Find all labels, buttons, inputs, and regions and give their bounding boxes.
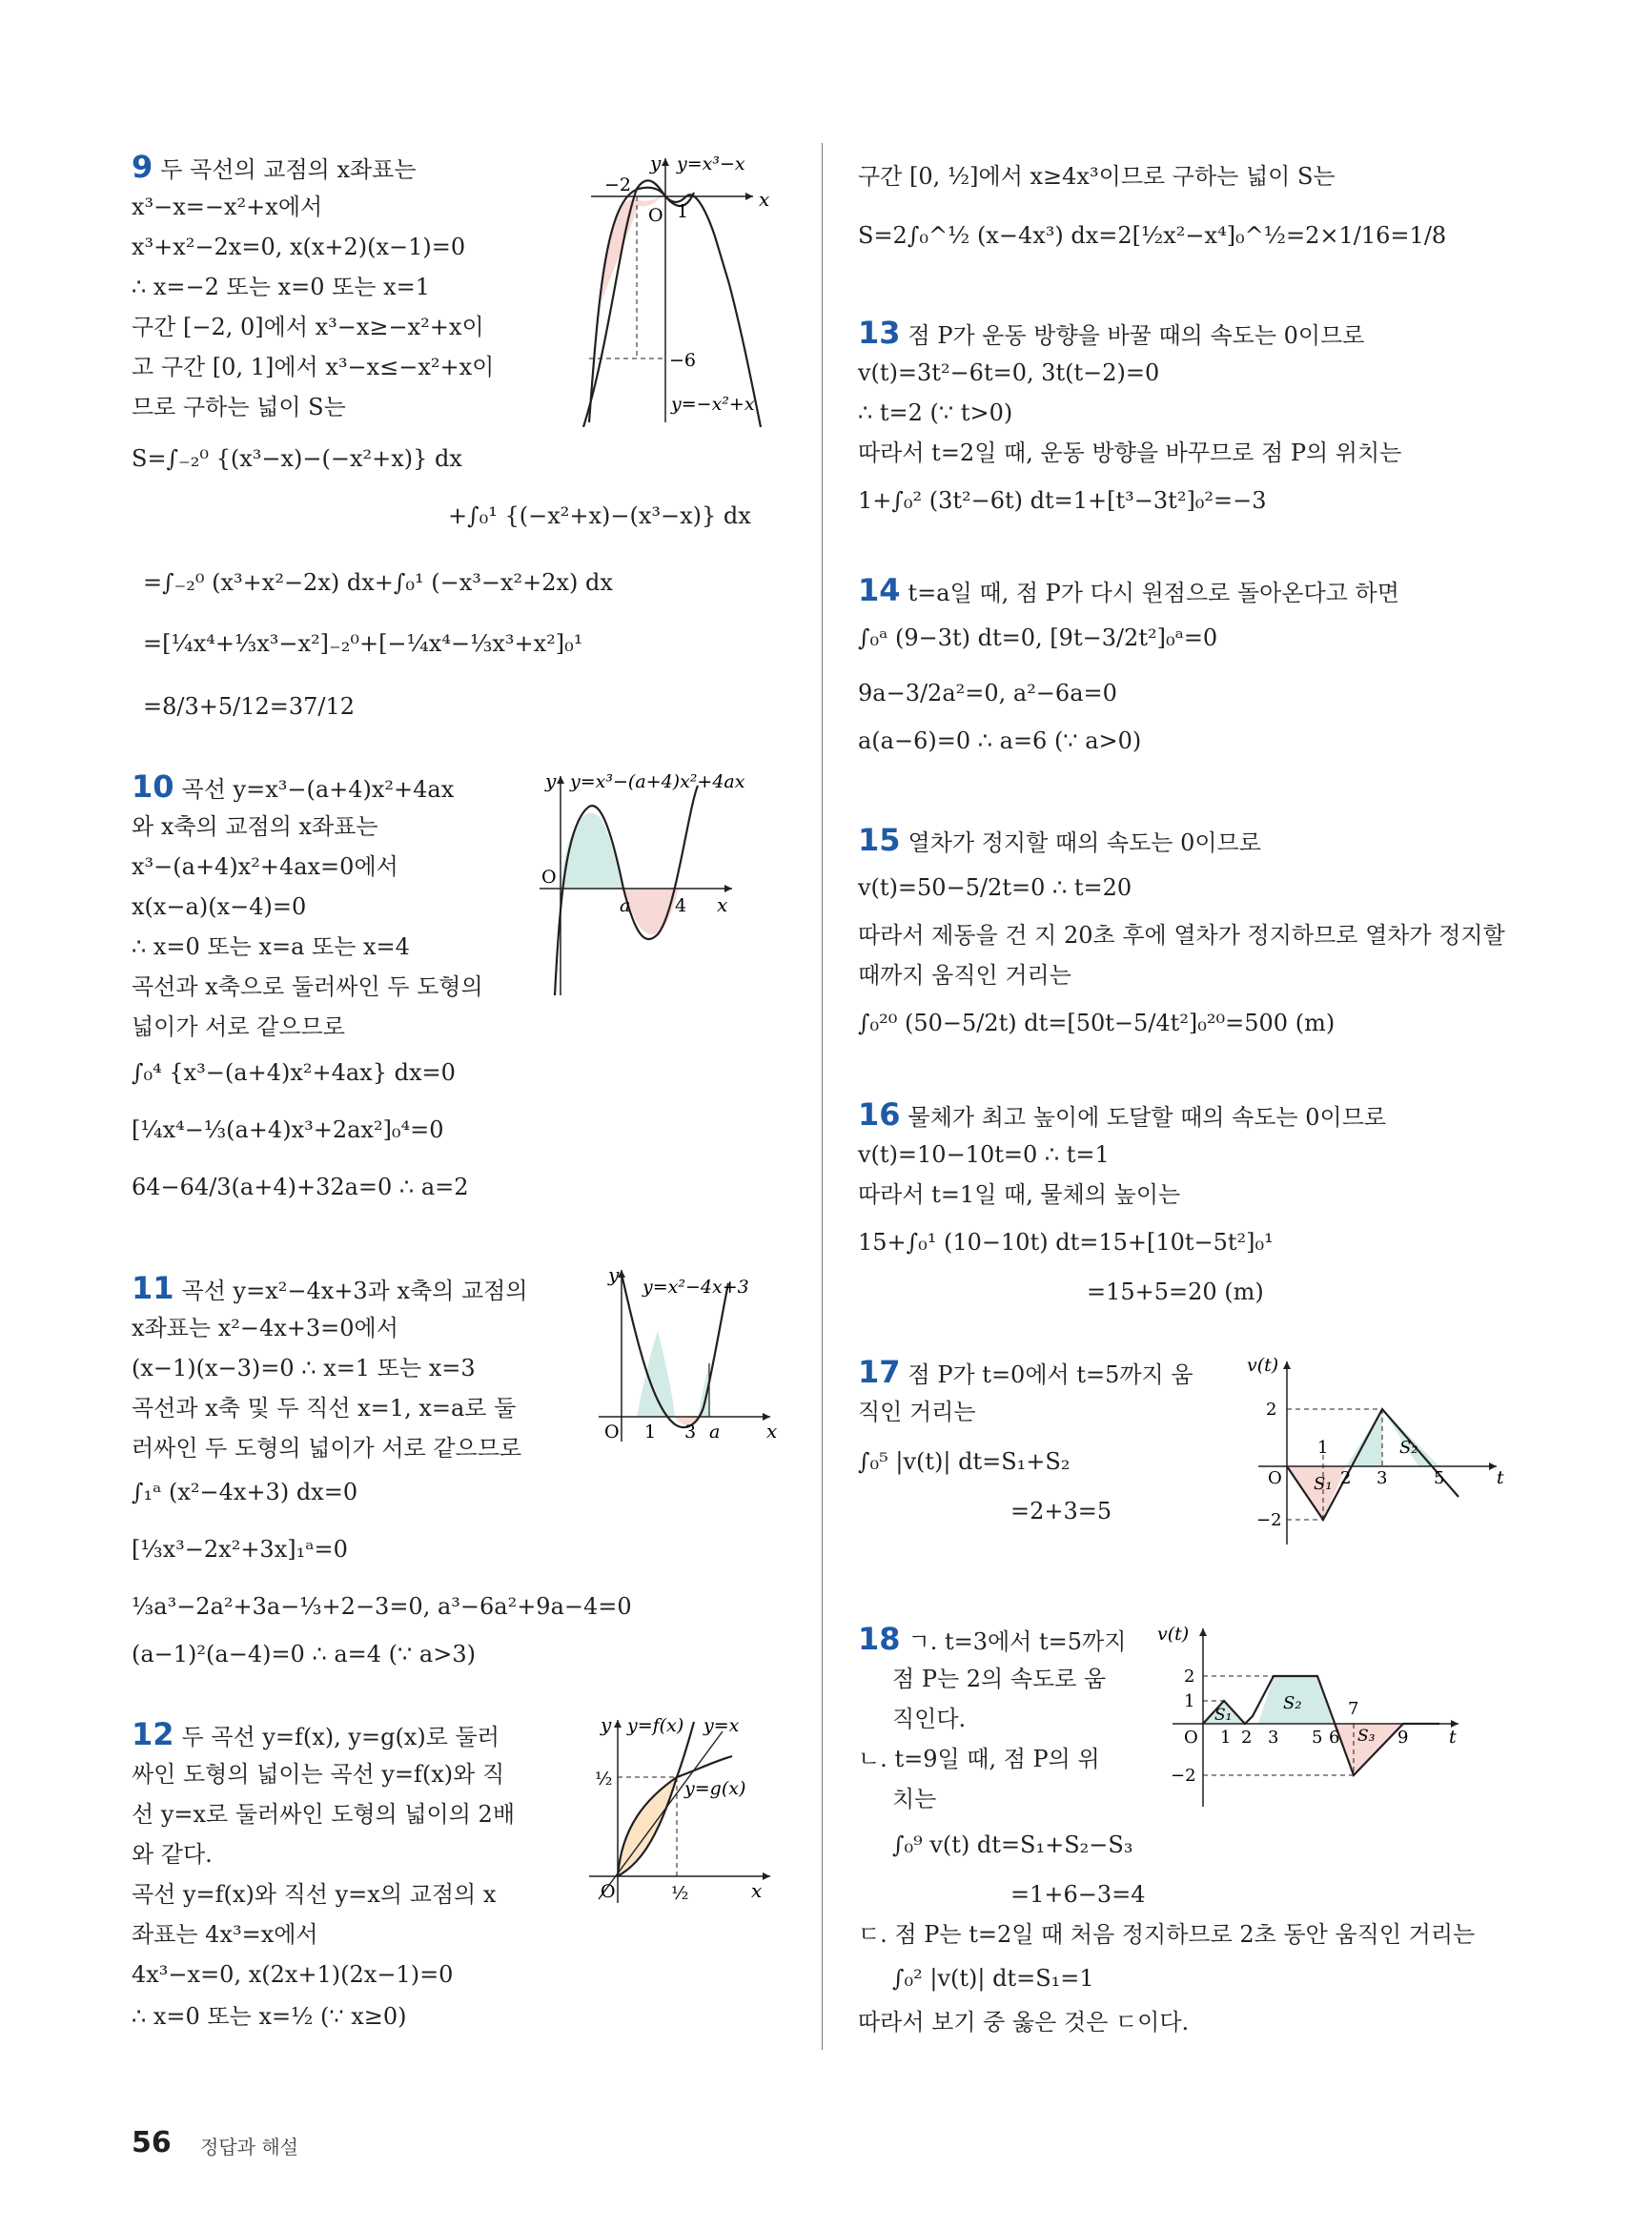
page-number: 56: [132, 2126, 172, 2159]
region-label: S₃: [1357, 1727, 1376, 1746]
problem-number: 13: [858, 315, 901, 351]
origin-label: O: [541, 867, 557, 888]
tick-label: 2: [1184, 1667, 1195, 1687]
tick-label: ½: [595, 1769, 613, 1790]
problem-line: [⅓x³−2x²+3x]₁ᵃ=0: [132, 1536, 348, 1563]
problem-line: 따라서 보기 중 옳은 것은 ㄷ이다.: [858, 2009, 1190, 2036]
problem-line: 16 물체가 최고 높이에 도달할 때의 속도는 0이므로: [858, 1096, 1387, 1133]
problem-line: x(x−a)(x−4)=0: [132, 893, 307, 920]
problem-number: 9: [132, 149, 153, 185]
tick-label: a: [620, 895, 631, 916]
curve-label-1: y=x³−x: [677, 153, 745, 174]
tick-label: 9: [1397, 1728, 1409, 1748]
region-label: S₁: [1214, 1706, 1233, 1725]
problem-line: v(t)=10−10t=0 ∴ t=1: [858, 1141, 1110, 1168]
problem-line: ∫₀² |v(t)| dt=S₁=1: [892, 1965, 1094, 1992]
axis-label-y: y: [601, 1713, 612, 1736]
column-divider: [822, 143, 823, 2050]
problem-line: 곡선과 x축 및 두 직선 x=1, x=a로 둘: [132, 1395, 517, 1422]
problem-line: 11 곡선 y=x²−4x+3과 x축의 교점의: [132, 1270, 528, 1306]
problem-line: =8/3+5/12=37/12: [143, 693, 356, 720]
problem-line: ㄷ. 점 P는 t=2일 때 처음 정지하므로 2초 동안 움직인 거리는: [858, 1921, 1476, 1948]
problem-line: 9 두 곡선의 교점의 x좌표는: [132, 149, 417, 185]
axis-label-y: y: [545, 769, 557, 792]
problem-line: 곡선과 x축으로 둘러싸인 두 도형의: [132, 973, 483, 1000]
problem-line: +∫₀¹ {(−x²+x)−(x³−x)} dx: [448, 502, 751, 529]
axis-label-y: v(t): [1247, 1355, 1279, 1376]
problem-number: 17: [858, 1354, 901, 1390]
axis-label-t: t: [1497, 1467, 1504, 1488]
problem-line: =∫₋₂⁰ (x³+x²−2x) dx+∫₀¹ (−x³−x²+2x) dx: [143, 569, 613, 596]
problem-line: 와 x축의 교점의 x좌표는: [132, 813, 378, 840]
problem-line: =2+3=5: [1010, 1498, 1112, 1524]
problem-line: 13 점 P가 운동 방향을 바꿀 때의 속도는 0이므로: [858, 315, 1365, 351]
problem-13: [858, 315, 1525, 514]
problem-line: 므로 구하는 넓이 S는: [132, 394, 346, 420]
origin-label: O: [604, 1422, 620, 1442]
problem-line: 10 곡선 y=x³−(a+4)x²+4ax: [132, 768, 455, 805]
problem-18: [858, 1621, 1525, 2036]
problem-line: 싸인 도형의 넓이는 곡선 y=f(x)와 직: [132, 1761, 505, 1788]
tick-label: a: [709, 1422, 721, 1442]
tick-label: 3: [684, 1422, 697, 1442]
graph-problem-9: [581, 151, 791, 431]
curve-label: y=x²−4x+3: [642, 1277, 749, 1298]
problem-line: 치는: [892, 1786, 937, 1812]
axis-label-y: y: [608, 1264, 620, 1286]
tick-label: −6: [669, 350, 697, 371]
problem-line: 18 ㄱ. t=3에서 t=5까지: [858, 1621, 1127, 1657]
problem-12-continued: [858, 162, 1525, 267]
region-label: S₂: [1399, 1438, 1418, 1458]
problem-line: ㄴ. t=9일 때, 점 P의 위: [858, 1746, 1100, 1772]
problem-line: v(t)=3t²−6t=0, 3t(t−2)=0: [858, 359, 1160, 386]
problem-line: 64−64/3(a+4)+32a=0 ∴ a=2: [132, 1174, 469, 1200]
problem-16: [858, 1096, 1525, 1329]
problem-9: [132, 149, 799, 734]
tick-label: 1: [1184, 1691, 1195, 1711]
problem-line: ∴ t=2 (∵ t>0): [858, 399, 1013, 426]
problem-number: 10: [132, 768, 174, 805]
curve-label-2: y=−x²+x: [671, 394, 755, 415]
problem-line: =15+5=20 (m): [1087, 1279, 1264, 1305]
tick-label: 4: [675, 895, 687, 916]
graph-problem-11: [580, 1264, 799, 1449]
curve-label: y=x³−(a+4)x²+4ax: [570, 771, 745, 792]
axis-label-y: v(t): [1157, 1624, 1190, 1645]
tick-label: 3: [1268, 1728, 1279, 1748]
problem-line: 직인 거리는: [858, 1399, 976, 1425]
problem-14: [858, 572, 1525, 767]
problem-line: =1+6−3=4: [1010, 1881, 1146, 1908]
problem-line: 좌표는 4x³=x에서: [132, 1921, 318, 1948]
problem-15: [858, 822, 1525, 1054]
axis-label-x: x: [759, 188, 770, 211]
axis-label-x: x: [751, 1879, 763, 1902]
problem-line: ∫₀²⁰ (50−5/2t) dt=[50t−5/4t²]₀²⁰=500 (m): [858, 1010, 1336, 1036]
tick-label: −2: [1256, 1510, 1282, 1530]
problem-line: 17 점 P가 t=0에서 t=5까지 움: [858, 1354, 1193, 1390]
problem-number: 12: [132, 1716, 174, 1752]
graph-problem-17: [1239, 1354, 1525, 1567]
problem-number: 16: [858, 1096, 901, 1133]
problem-number: 18: [858, 1621, 901, 1657]
problem-line: S=2∫₀^½ (x−4x³) dx=2[½x²−x⁴]₀^½=2×1/16=1/8: [858, 222, 1447, 249]
problem-line: ∴ x=−2 또는 x=0 또는 x=1: [132, 274, 431, 300]
tick-label: 7: [1348, 1699, 1359, 1719]
problem-line: 러싸인 두 도형의 넓이가 서로 같으므로: [132, 1435, 522, 1462]
problem-line: 구간 [−2, 0]에서 x³−x≥−x²+x이: [132, 314, 484, 340]
region-label: S₁: [1314, 1474, 1333, 1494]
tick-label: 2: [1340, 1468, 1352, 1488]
region-label: S₂: [1283, 1693, 1302, 1713]
tick-label: 5: [1312, 1728, 1323, 1748]
axis-label-x: x: [766, 1420, 778, 1442]
problem-line: [¼x⁴−⅓(a+4)x³+2ax²]₀⁴=0: [132, 1116, 444, 1143]
problem-line: 점 P는 2의 속도로 움: [892, 1666, 1107, 1692]
problem-line: 15+∫₀¹ (10−10t) dt=15+[10t−5t²]₀¹: [858, 1229, 1274, 1256]
origin-label: O: [1268, 1468, 1282, 1488]
problem-line: a(a−6)=0 ∴ a=6 (∵ a>0): [858, 727, 1142, 754]
problem-number: 14: [858, 572, 901, 608]
problem-line: 곡선 y=f(x)와 직선 y=x의 교점의 x: [132, 1881, 497, 1908]
problem-line: (x−1)(x−3)=0 ∴ x=1 또는 x=3: [132, 1355, 476, 1381]
problem-line: 1+∫₀² (3t²−6t) dt=1+[t³−3t²]₀²=−3: [858, 487, 1267, 514]
problem-line: x좌표는 x²−4x+3=0에서: [132, 1315, 398, 1341]
tick-label: −2: [1171, 1766, 1196, 1786]
tick-label: 1: [644, 1422, 657, 1442]
problem-line: 14 t=a일 때, 점 P가 다시 원점으로 돌아온다고 하면: [858, 572, 1399, 608]
problem-line: 따라서 t=2일 때, 운동 방향을 바꾸므로 점 P의 위치는: [858, 440, 1402, 466]
problem-line: 15 열차가 정지할 때의 속도는 0이므로: [858, 822, 1261, 858]
problem-line: v(t)=50−5/2t=0 ∴ t=20: [858, 874, 1132, 901]
footer-label: 정답과 해설: [200, 2136, 298, 2158]
problem-line: 9a−3/2a²=0, a²−6a=0: [858, 680, 1117, 706]
problem-line: 12 두 곡선 y=f(x), y=g(x)로 둘러: [132, 1716, 500, 1752]
problem-10: [132, 768, 799, 1230]
problem-line: 고 구간 [0, 1]에서 x³−x≤−x²+x이: [132, 354, 495, 380]
tick-label: 2: [1266, 1400, 1277, 1420]
problem-line: ∫₀⁹ v(t) dt=S₁+S₂−S₃: [892, 1831, 1133, 1858]
problem-11: [132, 1264, 799, 1674]
origin-label: O: [648, 205, 663, 226]
graph-problem-12: [580, 1712, 799, 1916]
tick-label: 1: [677, 201, 689, 222]
tick-label: 2: [1241, 1728, 1253, 1748]
curve-label-f: y=f(x): [627, 1715, 684, 1736]
problem-line: x³+x²−2x=0, x(x+2)(x−1)=0: [132, 234, 466, 260]
problem-line: ⅓a³−2a²+3a−⅓+2−3=0, a³−6a²+9a−4=0: [132, 1593, 632, 1620]
axis-label-x: x: [717, 893, 728, 916]
problem-line: =[¼x⁴+⅓x³−x²]₋₂⁰+[−¼x⁴−⅓x³+x²]₀¹: [143, 630, 583, 657]
problem-number: 11: [132, 1270, 174, 1306]
problem-line: 따라서 t=1일 때, 물체의 높이는: [858, 1181, 1181, 1208]
line-label: y=x: [704, 1715, 740, 1736]
graph-problem-18: [1153, 1621, 1478, 1815]
origin-label: O: [601, 1881, 616, 1902]
problem-line: ∫₀⁵ |v(t)| dt=S₁+S₂: [858, 1448, 1071, 1475]
problem-line: 4x³−x=0, x(2x+1)(2x−1)=0: [132, 1961, 454, 1988]
problem-line: x³−(a+4)x²+4ax=0에서: [132, 853, 398, 880]
problem-17: [858, 1354, 1525, 1586]
tick-label: −2: [604, 174, 632, 195]
curve-label-g: y=g(x): [684, 1778, 746, 1799]
axis-label-y: y: [650, 152, 662, 174]
tick-label: 5: [1434, 1468, 1445, 1488]
problem-line: 따라서 제동을 건 지 20초 후에 열차가 정지하므로 열차가 정지할: [858, 922, 1505, 949]
problem-line: S=∫₋₂⁰ {(x³−x)−(−x²+x)} dx: [132, 445, 462, 472]
problem-line: 직인다.: [892, 1706, 967, 1732]
problem-line: ∫₁ᵃ (x²−4x+3) dx=0: [132, 1479, 358, 1505]
tick-label: ½: [671, 1883, 689, 1904]
problem-line: (a−1)²(a−4)=0 ∴ a=4 (∵ a>3): [132, 1641, 476, 1667]
problem-line: 와 같다.: [132, 1841, 213, 1868]
problem-line: 선 y=x로 둘러싸인 도형의 넓이의 2배: [132, 1801, 516, 1828]
tick-label: 3: [1377, 1468, 1388, 1488]
tick-label: 1: [1220, 1728, 1232, 1748]
problem-line: 구간 [0, ½]에서 x≥4x³이므로 구하는 넓이 S는: [858, 163, 1336, 190]
problem-line: ∫₀⁴ {x³−(a+4)x²+4ax} dx=0: [132, 1059, 456, 1086]
problem-number: 15: [858, 822, 901, 858]
problem-line: x³−x=−x²+x에서: [132, 194, 323, 220]
axis-label-t: t: [1449, 1727, 1457, 1748]
problem-12: [132, 1713, 799, 2044]
origin-label: O: [1184, 1728, 1198, 1748]
problem-line: ∴ x=0 또는 x=½ (∵ x≥0): [132, 2003, 407, 2030]
problem-line: 넓이가 서로 같으므로: [132, 1013, 345, 1040]
problem-line: 때까지 움직인 거리는: [858, 962, 1071, 989]
problem-line: ∴ x=0 또는 x=a 또는 x=4: [132, 933, 410, 960]
tick-label: 6: [1329, 1728, 1340, 1748]
graph-problem-10: [532, 767, 799, 1009]
tick-label: 1: [1317, 1438, 1329, 1458]
problem-line: ∫₀ᵃ (9−3t) dt=0, [9t−3/2t²]₀ᵃ=0: [858, 624, 1218, 651]
